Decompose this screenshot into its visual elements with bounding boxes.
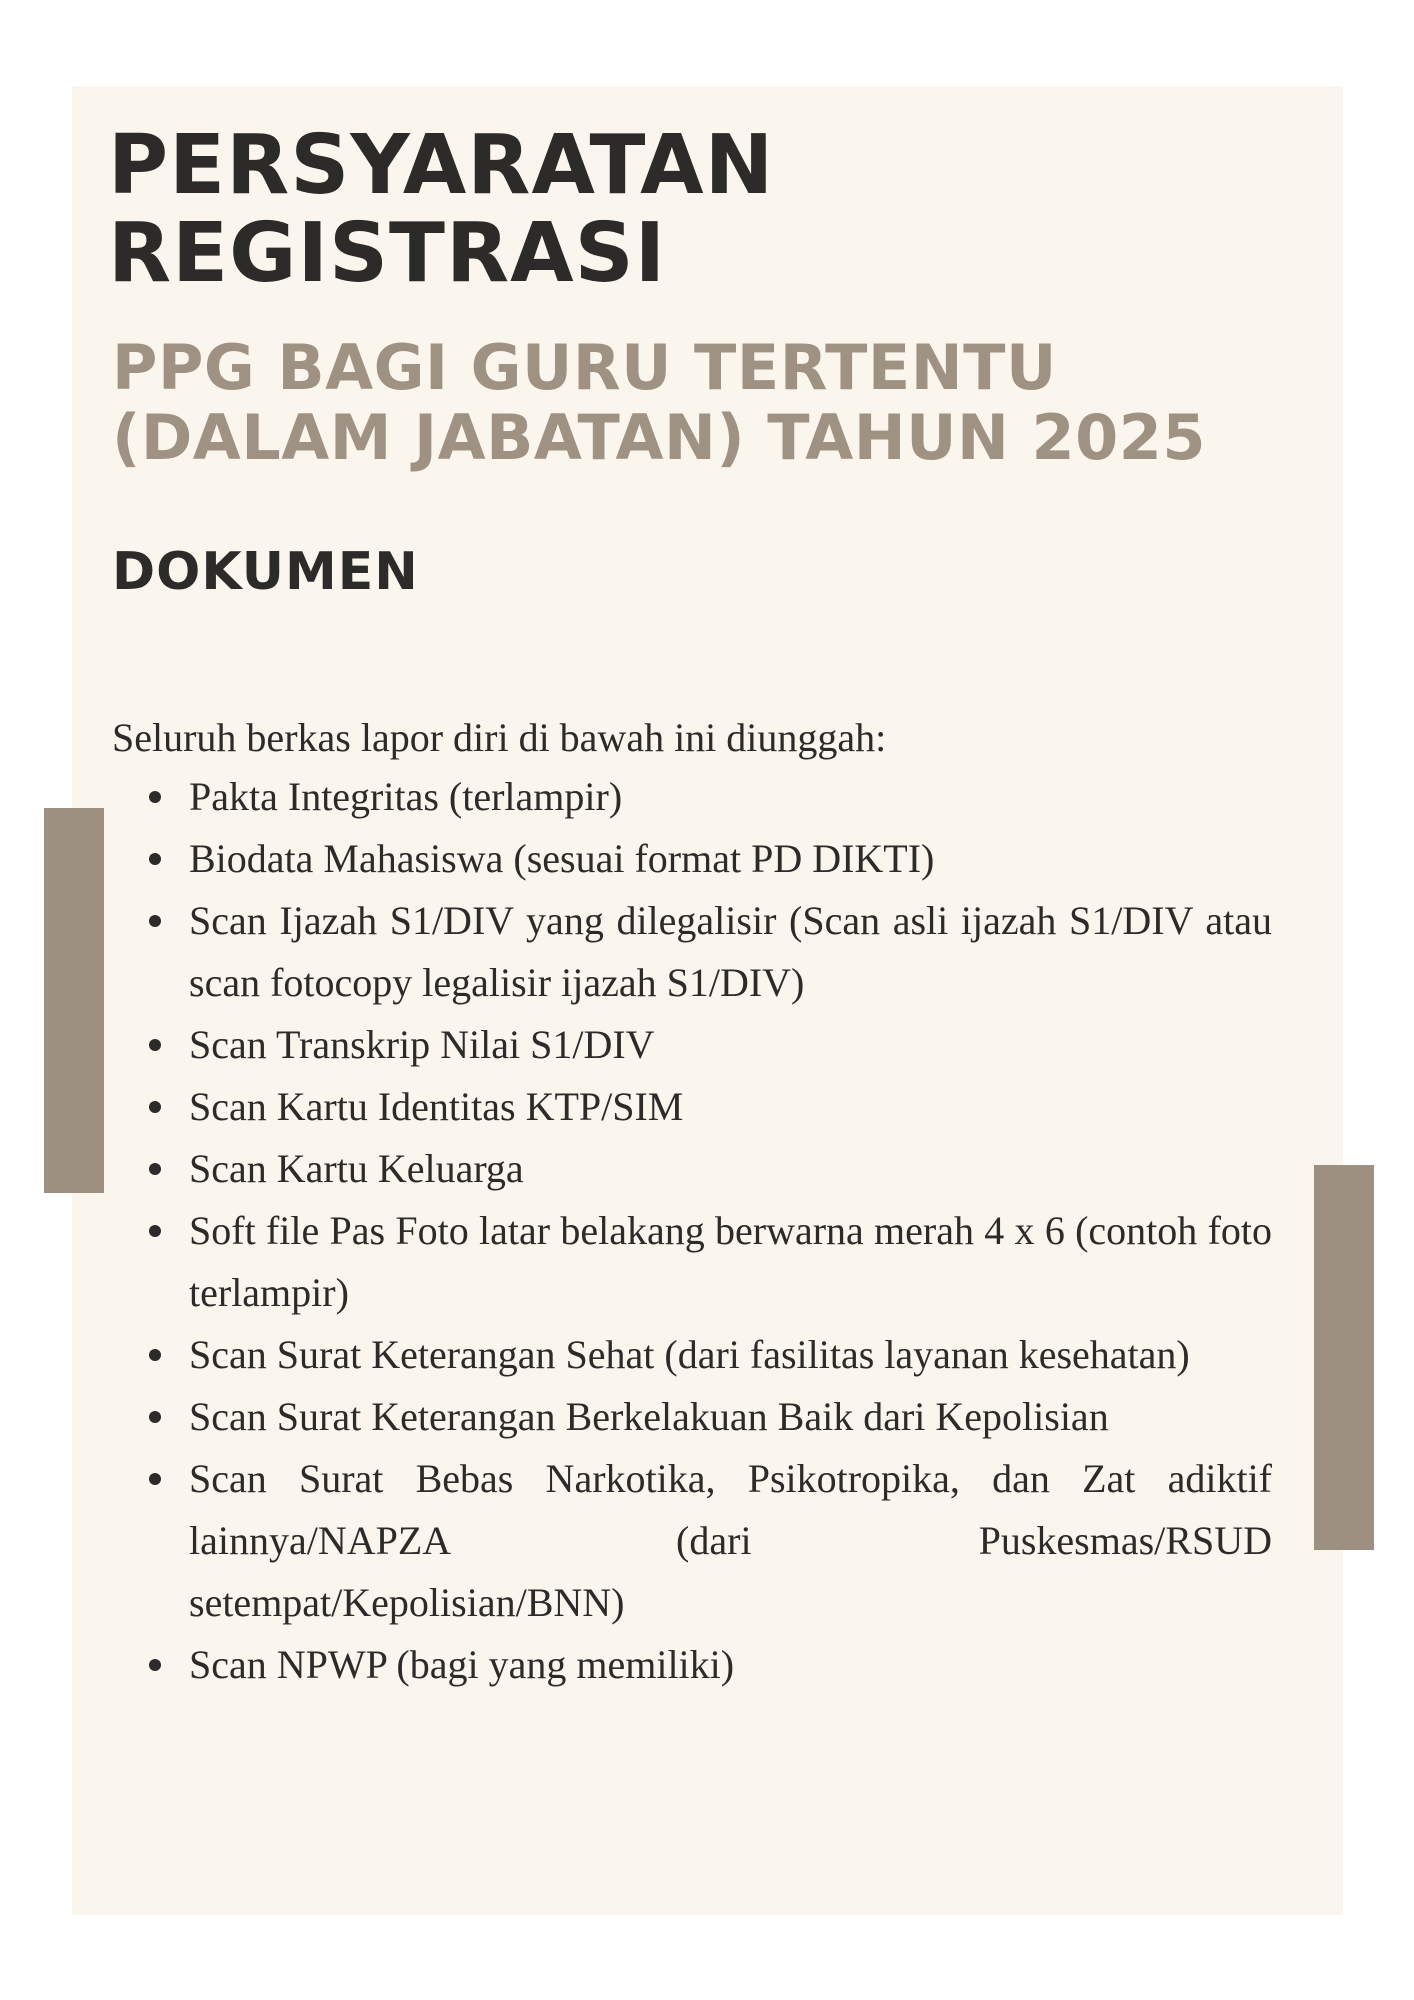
bullet-icon (149, 1163, 161, 1175)
list-item-text: Scan Surat Keterangan Sehat (dari fasilitas layanan kesehatan) (189, 1332, 1190, 1377)
left-accent-bar (44, 808, 104, 1193)
list-item (112, 1634, 1272, 1696)
list-item-text: Pakta Integritas (terlampir) (189, 774, 623, 819)
bullet-icon (149, 791, 161, 803)
list-item-text: Scan Transkrip Nilai S1/DIV (189, 1022, 655, 1067)
page-title (108, 118, 1288, 301)
bullet-icon (149, 1039, 161, 1051)
page-subtitle (112, 333, 1312, 473)
right-accent-bar (1314, 1165, 1374, 1550)
bullet-icon (149, 1101, 161, 1113)
list-item (112, 1324, 1272, 1386)
list-item (112, 828, 1272, 890)
bullet-icon (149, 853, 161, 865)
section-heading: DOKUMEN (112, 542, 419, 602)
bullet-icon (149, 1349, 161, 1361)
list-item (112, 1448, 1272, 1634)
list-item-text: Scan Kartu Keluarga (189, 1146, 524, 1191)
list-item (112, 1138, 1272, 1200)
list-item (112, 1076, 1272, 1138)
bullet-icon (149, 1411, 161, 1423)
page-subtitle-line-1: PPG BAGI GURU TERTENTU (112, 331, 1057, 404)
page-title-line-1: PERSYARATAN (108, 118, 775, 213)
document-list (112, 766, 1272, 1696)
list-item (112, 1014, 1272, 1076)
bullet-icon (149, 1659, 161, 1671)
bullet-icon (149, 915, 161, 927)
list-item (112, 1386, 1272, 1448)
list-item-text: Scan Surat Bebas Narkotika, Psikotropika, dan Zat adiktif lainnya/NAPZA (dari Puskesmas/RSUD setempat/Kepolisian/BNN) (189, 1456, 1272, 1625)
bullet-icon (149, 1225, 161, 1237)
list-item-text: Soft file Pas Foto latar belakang berwarna merah 4 x 6 (contoh foto terlampir) (189, 1208, 1272, 1315)
list-item-text: Biodata Mahasiswa (sesuai format PD DIKTI) (189, 836, 935, 881)
list-item (112, 766, 1272, 828)
list-item (112, 890, 1272, 1014)
bullet-icon (149, 1473, 161, 1485)
page-title-line-2: REGISTRASI (108, 206, 667, 301)
intro-text: Seluruh berkas lapor diri di bawah ini diunggah: (112, 715, 887, 760)
list-item (112, 1200, 1272, 1324)
list-item-text: Scan NPWP (bagi yang memiliki) (189, 1642, 735, 1687)
list-item-text: Scan Kartu Identitas KTP/SIM (189, 1084, 684, 1129)
list-item-text: Scan Ijazah S1/DIV yang dilegalisir (Scan asli ijazah S1/DIV atau scan fotocopy legalisir ijazah S1/DIV) (189, 898, 1272, 1005)
list-item-text: Scan Surat Keterangan Berkelakuan Baik dari Kepolisian (189, 1394, 1109, 1439)
page-subtitle-line-2: (DALAM JABATAN) TAHUN 2025 (112, 401, 1207, 474)
